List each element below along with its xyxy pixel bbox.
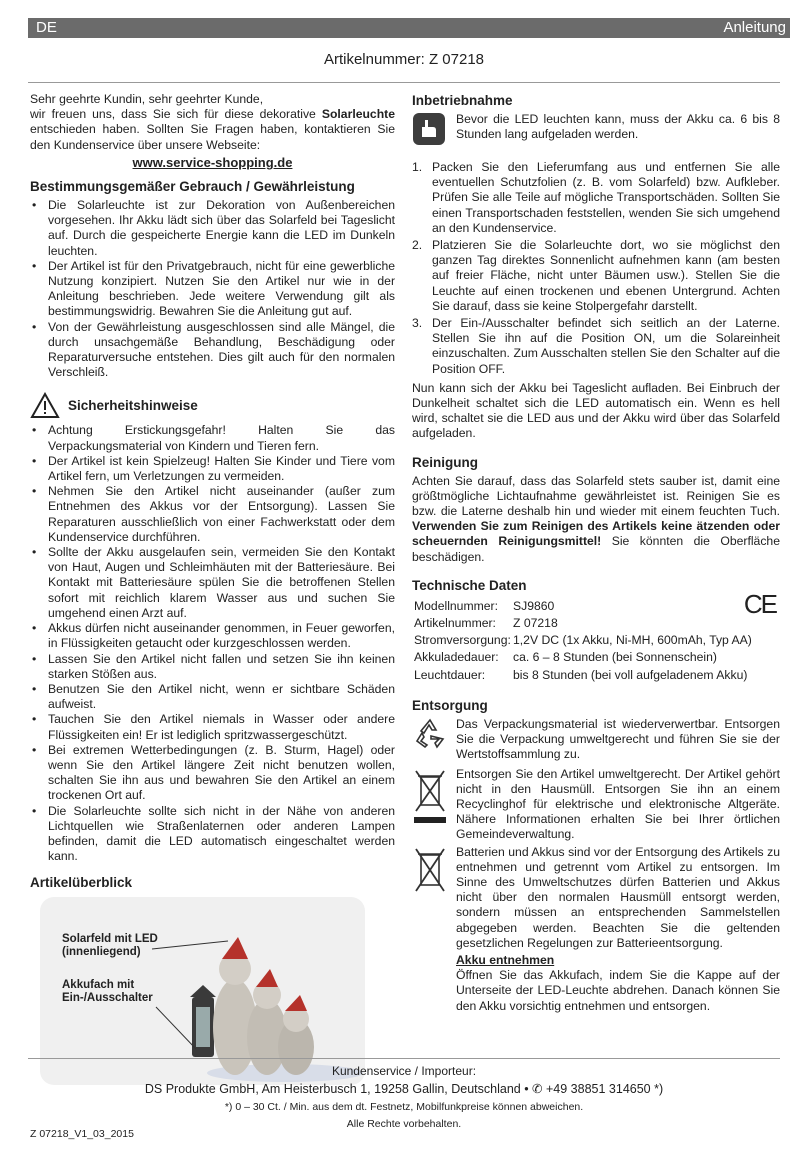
usage-heading: Bestimmungsgemäßer Gebrauch / Gewährleistung (30, 179, 355, 195)
list-item: • Tauchen Sie den Artikel niemals in Wasser oder andere Flüssigkeiten ein! Er ist lediglich spritzwassergeschützt. (30, 712, 395, 742)
list-item: • Die Solarleuchte sollte sich nicht in der Nähe von anderen Lichtquellen wie Straßenlaternen oder anderen Lampen befinden, damit die LED automatisch eingeschaltet werden kann. (30, 804, 395, 865)
table-row: Modellnummer: SJ9860 (414, 598, 555, 613)
rights-text: Alle Rechte vorbehalten. (346, 1118, 462, 1130)
list-item: • Bei extremen Wetterbedingungen (z. B. Sturm, Hagel) oder wenn Sie den Artikel längere Zeit nicht benutzen wollen, schalten Sie ihn aus und bewahren Sie den Artikel an einem trockenen Ort auf. (30, 743, 395, 804)
disposal-packaging: Das Verpackungsmaterial ist wiederverwertbar. Entsorgen Sie die Verpackung umweltgerecht und führen Sie sie der Wertstoffsammlung zu. (412, 717, 780, 763)
list-item: • Benutzen Sie den Artikel nicht, wenn er sichtbare Schäden aufweist. (30, 682, 395, 712)
list-item: 2. Platzieren Sie die Solarleuchte dort, wo sie möglichst den ganzen Tag direktes Sonnenlicht aufnehmen kann (am besten auf freier Fläche, nicht unter Bäumen usw.). Stellen Sie die Leuchte auf einen trockenen und ebenen Untergrund. Achten Sie darauf, dass sie keine Stolpergefahr darstellt. (412, 238, 780, 313)
setup-steps (412, 160, 780, 377)
list-item: • Achtung Erstickungsgefahr! Halten Sie das Verpackungsmaterial von Kindern und Tieren fern. (30, 423, 395, 453)
disposal-battery: Batterien und Akkus sind vor der Entsorgung des Artikels zu entnehmen und getrennt vom Artikel zu entsorgen. Im Sinne des Umweltschutzes dürfen Batterien und Akkus nicht über den normalen Hausmüll entsorgt werden, sondern müssen an entsprechenden Sammelstellen abgegeben werden. Beachten Sie die geltenden gesetzlichen Regelungen zur Batterieentsorgung. (412, 845, 780, 951)
cleaning-heading: Reinigung (412, 454, 478, 470)
label-battery-compartment: Akkufach mit Ein-/Ausschalter (62, 979, 153, 1005)
list-item: 1. Packen Sie den Lieferumfang aus und entfernen Sie alle eventuellen Schutzfolien (z. B. vom Solarfeld) bzw. Aufkleber. Prüfen Sie alle Teile auf mögliche Transportschäden. Sollten Sie einen Transportschaden feststellen, wenden Sie sich umgehend an den Kundenservice. (412, 160, 780, 235)
left-column (30, 92, 395, 1087)
cleaning-text: Achten Sie darauf, dass das Solarfeld stets sauber ist, damit eine größtmögliche Lichtaufnahme gewährleistet ist. Reinigen Sie es bzw. die Laterne deshalb hin und wieder mit einem feuchten Tuch. Verwenden Sie zum Reinigen des Artikels keine ätzenden oder scheuernden Reinigungsmittel! Sie könnten die Oberfläche beschädigen. (412, 473, 780, 564)
top-divider (28, 82, 780, 83)
service-label: Kundenservice / Importeur: (331, 1064, 477, 1078)
table-row: Artikelnummer: Z 07218 (414, 616, 558, 631)
list-item: • Lassen Sie den Artikel nicht fallen und setzen Sie ihn keinen starken Stößen aus. (30, 652, 395, 682)
price-note: *) 0 – 30 Ct. / Min. aus dem dt. Festnetz, Mobilfunkpreise können abweichen. (224, 1101, 584, 1113)
footer-divider (28, 1058, 780, 1059)
setup-after-text: Nun kann sich der Akku bei Tageslicht aufladen. Bei Einbruch der Dunkelheit schaltet sich die LED automatisch ein. Wenn es hell wird, schaltet sie die LED aus und der Akku wird über das Solarfeld aufgeladen. (412, 380, 780, 441)
safety-list (30, 423, 395, 864)
list-item: 3. Der Ein-/Ausschalter befindet sich seitlich an der Laterne. Stellen Sie ihn auf die Position ON, um die Solareinheit einzuschalten. Zum Ausschalten stellen Sie den Schalter auf die Position OFF. (412, 316, 780, 376)
disposal-weee: Entsorgen Sie den Artikel umweltgerecht. Der Artikel gehört nicht in den Hausmüll. Entsorgen Sie ihn an einem Recyclinghof für elektrische und elektronische Altgeräte. Nähere Informationen erhalten Sie bei Ihrer örtlichen Gemeindeverwaltung. (412, 767, 780, 843)
setup-heading: Inbetriebnahme (412, 93, 513, 108)
company-address: DS Produkte GmbH, Am Heisterbusch 1, 19258 Gallin, Deutschland • ✆ +49 38851 314650 *) (144, 1082, 664, 1096)
list-item: • Sollte der Akku ausgelaufen sein, vermeiden Sie den Kontakt von Haut, Augen und Schleimhäuten mit der Batteriesäure. Bei Kontakt mit Batteriesäure spülen Sie die betroffenen Stellen sofort mit reichlich klarem Wasser aus und suchen Sie umgehend einen Arzt auf. (30, 545, 395, 621)
article-number: Artikelnummer: Z 07218 (323, 51, 485, 68)
overview-heading: Artikelüberblick (30, 875, 133, 891)
intro-text: wir freuen uns, dass Sie sich für diese dekorative Solarleuchte entschieden haben. Sollten Sie Fragen haben, kontaktieren Sie den Kundenservice über unsere Webseite: (30, 107, 395, 152)
hand-hint-icon (412, 112, 456, 152)
crossed-bin-icon (412, 767, 456, 827)
tech-heading: Technische Daten (412, 577, 527, 593)
remove-battery-heading: Akku entnehmen (456, 952, 555, 967)
recycle-icon (412, 717, 456, 753)
usage-list (30, 198, 395, 380)
disposal-heading: Entsorgung (412, 697, 488, 713)
list-item: • Nehmen Sie den Artikel nicht auseinander (außer zum Entnehmen des Akkus vor der Entsorgung). Lassen Sie Reparaturen ausschließlich von einer Fachwerkstatt oder dem Kundenservice durchführen. (30, 484, 395, 545)
ce-mark-icon: CE (743, 588, 776, 619)
table-row: Akkuladedauer: ca. 6 – 8 Stunden (bei Sonnenschein) (414, 650, 717, 665)
setup-hint: Bevor die LED leuchten kann, muss der Akku ca. 6 bis 8 Stunden lang aufgeladen werden. (412, 112, 780, 152)
safety-header (30, 392, 395, 419)
right-column (412, 92, 780, 1014)
header-title: Anleitung (723, 19, 786, 36)
list-item: • Akkus dürfen nicht auseinander genommen, in Feuer geworfen, in Flüssigkeiten getaucht oder kurzgeschlossen werden. (30, 621, 395, 651)
remove-battery-section (412, 953, 780, 1014)
warning-triangle-icon (30, 392, 60, 419)
tech-data (412, 588, 780, 685)
website-link[interactable]: www.service-shopping.de (132, 154, 293, 170)
list-item: • Der Artikel ist für den Privatgebrauch, nicht für eine gewerbliche Nutzung konzipiert. Nutzen Sie den Artikel nur wie in der Anleitung beschrieben. Jede weitere Verwendung gilt als bestimmungswidrig. Bewahren Sie die Anleitung gut auf. (30, 259, 395, 320)
language-label: DE (36, 19, 57, 36)
list-item: • Von der Gewährleistung ausgeschlossen sind alle Mängel, die durch unsachgemäße Behandlung, Beschädigung oder Reparaturversuche entstehen. Dies gilt auch für den normalen Verschleiß. (30, 320, 395, 381)
version-code: Z 07218_V1_03_2015 (30, 1128, 134, 1140)
table-row: Stromversorgung: 1,2V DC (1x Akku, Ni-MH, 600mAh, Typ AA) (414, 633, 752, 648)
greeting: Sehr geehrte Kundin, sehr geehrter Kunde, (30, 92, 264, 106)
crossed-battery-bin-icon (412, 845, 456, 905)
safety-heading: Sicherheitshinweise (68, 398, 198, 414)
remove-battery-text: Öffnen Sie das Akkufach, indem Sie die Kappe auf der Unterseite der LED-Leuchte abdrehen. Danach können Sie den Akku vorsichtig entnehmen und entsorgen. (456, 968, 780, 1013)
page-header (28, 18, 790, 38)
tech-table (412, 597, 754, 685)
list-item: • Die Solarleuchte ist zur Dekoration von Außenbereichen vorgesehen. Ihr Akku lädt sich über das Solarfeld bei Tageslicht auf. Durch die gespeicherte Energie kann die LED im Dunkeln leuchten. (30, 198, 395, 259)
label-solar-panel: Solarfeld mit LED (innenliegend) (62, 933, 158, 959)
list-item: • Der Artikel ist kein Spielzeug! Halten Sie Kinder und Tiere vom Artikel fern, um Verletzungen zu vermeiden. (30, 454, 395, 484)
table-row: Leuchtdauer: bis 8 Stunden (bei voll aufgeladenem Akku) (414, 667, 748, 682)
